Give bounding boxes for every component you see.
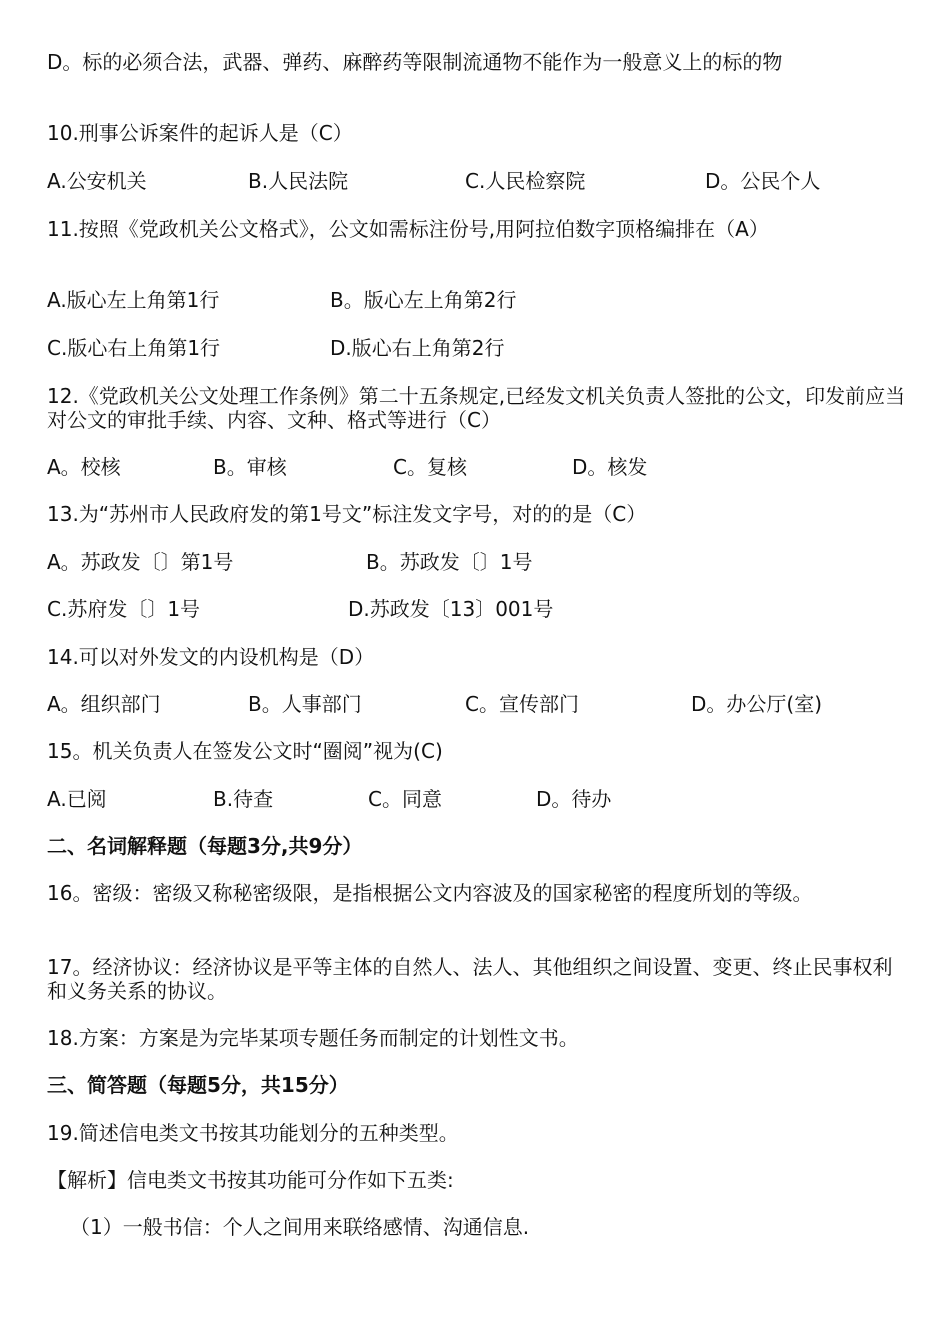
q10-option-a: A.公安机关	[47, 169, 147, 193]
q15-option-c: C。同意	[368, 787, 442, 811]
q10-option-b: B.人民法院	[248, 169, 349, 193]
q14-option-a: A。组织部门	[47, 692, 161, 716]
q13-option-c: C.苏府发〔〕1号	[47, 597, 201, 621]
question-15: 15。机关负责人在签发公文时“圈阅”视为(C)	[47, 739, 443, 763]
section-3-heading: 三、简答题（每题5分，共15分）	[47, 1073, 349, 1097]
question-16: 16。密级：密级又称秘密级限，是指根据公文内容波及的国家秘密的程度所划的等级。	[47, 881, 813, 905]
q14-option-d: D。办公厅(室)	[691, 692, 823, 716]
analysis-item-1: （1）一般书信：个人之间用来联络感情、沟通信息.	[70, 1215, 530, 1239]
question-10: 10.刑事公诉案件的起诉人是（C）	[47, 121, 353, 145]
q14-option-b: B。人事部门	[248, 692, 362, 716]
question-11: 11.按照《党政机关公文格式》，公文如需标注份号,用阿拉伯数字顶格编排在（A）	[47, 217, 769, 241]
q10-option-d: D。公民个人	[705, 169, 821, 193]
q11-option-c: C.版心右上角第1行	[47, 336, 221, 360]
q15-option-d: D。待办	[536, 787, 612, 811]
q12-option-a: A。校核	[47, 455, 121, 479]
q10-option-c: C.人民检察院	[465, 169, 586, 193]
q12-option-c: C。复核	[393, 455, 467, 479]
question-14: 14.可以对外发文的内设机构是（D）	[47, 645, 375, 669]
q13-option-b: B。苏政发〔〕1号	[366, 550, 533, 574]
q11-option-a: A.版心左上角第1行	[47, 288, 220, 312]
q15-option-a: A.已阅	[47, 787, 107, 811]
question-13: 13.为“苏州市人民政府发的第1号文”标注发文字号，对的的是（C）	[47, 502, 647, 526]
q11-option-d: D.版心右上角第2行	[330, 336, 505, 360]
q11-option-b: B。版心左上角第2行	[330, 288, 517, 312]
question-12: 12.《党政机关公文处理工作条例》第二十五条规定,已经发文机关负责人签批的公文，印发前应当对公文的审批手续、内容、文种、格式等进行（C）	[47, 384, 906, 432]
q9-option-d: D。标的必须合法，武器、弹药、麻醉药等限制流通物不能作为一般意义上的标的物	[47, 50, 783, 74]
q12-option-d: D。核发	[572, 455, 648, 479]
q13-option-d: D.苏政发〔13〕001号	[348, 597, 554, 621]
q15-option-b: B.待查	[213, 787, 274, 811]
section-2-heading: 二、名词解释题（每题3分,共9分）	[47, 834, 363, 858]
question-19: 19.简述信电类文书按其功能划分的五种类型。	[47, 1121, 459, 1145]
q12-option-b: B。审核	[213, 455, 287, 479]
q14-option-c: C。宣传部门	[465, 692, 579, 716]
question-17: 17。经济协议：经济协议是平等主体的自然人、法人、其他组织之间设置、变更、终止民事权利和义务关系的协议。	[47, 955, 893, 1003]
q13-option-a: A。苏政发〔〕第1号	[47, 550, 234, 574]
analysis-intro: 【解析】信电类文书按其功能可分作如下五类:	[47, 1168, 454, 1192]
question-18: 18.方案：方案是为完毕某项专题任务而制定的计划性文书。	[47, 1026, 579, 1050]
